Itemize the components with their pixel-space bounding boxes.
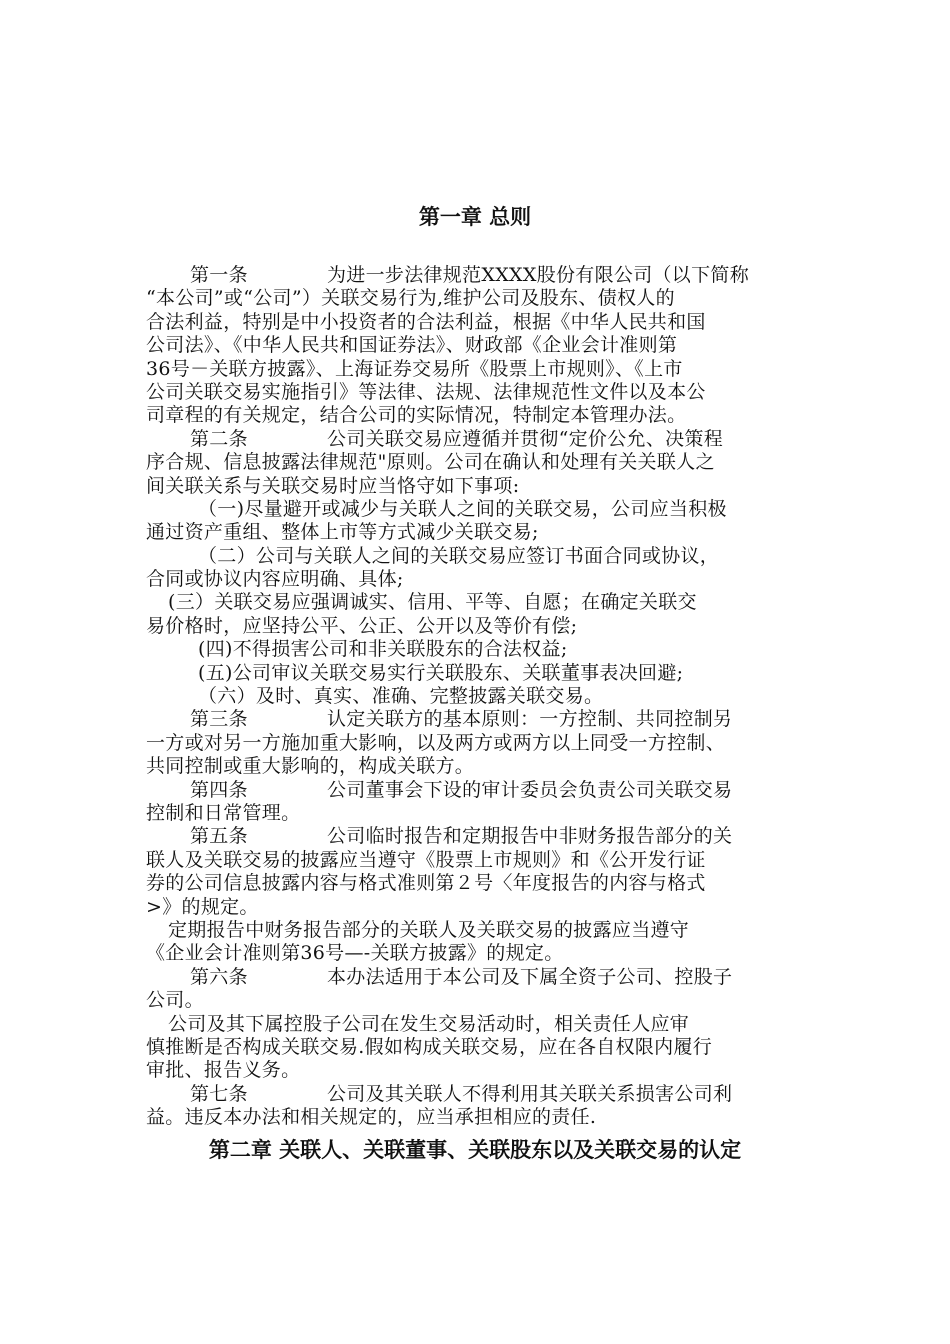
article-label: 第五条 bbox=[190, 825, 248, 848]
text-line: 易价格时，应坚持公平、公正、公开以及等价有偿; bbox=[146, 614, 578, 637]
list-item-2: （二）公司与关联人之间的关联交易应签订书面合同或协议， bbox=[198, 544, 720, 567]
article-1-line bbox=[146, 264, 814, 287]
text-line: 共同控制或重大影响的，构成关联方。 bbox=[146, 755, 475, 778]
article-label: 第四条 bbox=[190, 778, 248, 801]
article-label: 第二条 bbox=[190, 427, 248, 450]
text-line: 《企业会计准则第36号—-关联方披露》的规定。 bbox=[146, 942, 564, 965]
text-line: 合同或协议内容应明确、具体; bbox=[146, 568, 404, 591]
list-item-6: （六）及时、真实、准确、完整披露关联交易。 bbox=[198, 685, 604, 708]
article-label: 第六条 bbox=[190, 965, 248, 988]
article-text: 公司及其关联人不得利用其关联关系损害公司利 bbox=[327, 1082, 733, 1105]
text-line: 益。违反本办法和相关规定的，应当承担相应的责任. bbox=[146, 1106, 597, 1129]
article-7-line bbox=[146, 1083, 814, 1106]
article-text: 公司关联交易应遵循并贯彻“定价公允、决策程 bbox=[327, 427, 724, 450]
text-line: 合法利益，特别是中小投资者的合法利益，根据《中华人民共和国 bbox=[146, 310, 706, 333]
text-line: 36号－关联方披露》、上海证券交易所《股票上市规则》、《上市 bbox=[146, 357, 683, 380]
list-item-3: (三）关联交易应强调诚实、信用、平等、自愿；在确定关联交 bbox=[168, 591, 697, 614]
article-2-line bbox=[146, 428, 814, 451]
chapter-2-title: 第二章 关联人、关联董事、关联股东以及关联交易的认定 bbox=[208, 1138, 742, 1162]
article-4-line bbox=[146, 779, 814, 802]
article-text: 为进一步法律规范XXXX股份有限公司（以下简称 bbox=[327, 264, 750, 286]
text-line: 慎推断是否构成关联交易.假如构成关联交易，应在各自权限内履行 bbox=[146, 1035, 713, 1058]
text-line: “本公司”或“公司”）关联交易行为,维护公司及股东、债权人的 bbox=[146, 287, 675, 310]
article-label: 第七条 bbox=[190, 1082, 248, 1105]
article-text: 本办法适用于本公司及下属全资子公司、控股子 bbox=[327, 965, 733, 988]
article-3-line bbox=[146, 708, 814, 731]
text-line: 间关联关系与关联交易时应当恪守如下事项: bbox=[146, 474, 520, 497]
text-line: 控制和日常管理。 bbox=[146, 801, 301, 824]
text-line: 券的公司信息披露内容与格式准则第２号〈年度报告的内容与格式 bbox=[146, 872, 706, 895]
article-5-line bbox=[146, 825, 814, 848]
article-label: 第三条 bbox=[190, 708, 248, 731]
paragraph-line: 公司及其下属控股子公司在发生交易活动时，相关责任人应审 bbox=[168, 1012, 690, 1035]
list-item-5: (五)公司审议关联交易实行关联股东、关联董事表决回避; bbox=[198, 661, 684, 684]
text-line: 通过资产重组、整体上市等方式减少关联交易; bbox=[146, 521, 539, 544]
text-line: 序合规、信息披露法律规范"原则。公司在确认和处理有关关联人之 bbox=[146, 451, 715, 474]
text-line: 公司。 bbox=[146, 989, 204, 1012]
text-line: 公司关联交易实施指引》等法律、法规、法律规范性文件以及本公 bbox=[146, 380, 706, 403]
article-text: 公司临时报告和定期报告中非财务报告部分的关 bbox=[327, 825, 733, 848]
text-line: >》的规定。 bbox=[146, 895, 259, 918]
list-item-4: (四)不得损害公司和非关联股东的合法权益; bbox=[198, 638, 568, 661]
text-line: 公司法》、《中华人民共和国证券法》、财政部《企业会计准则第 bbox=[146, 334, 678, 357]
article-6-line bbox=[146, 966, 814, 989]
paragraph-line: 定期报告中财务报告部分的关联人及关联交易的披露应当遵守 bbox=[168, 918, 690, 941]
text-line: 审批、报告义务。 bbox=[146, 1059, 301, 1082]
article-label: 第一条 bbox=[190, 264, 248, 286]
text-line: 联人及关联交易的披露应当遵守《股票上市规则》和《公开发行证 bbox=[146, 848, 706, 871]
list-item-1: （一)尽量避开或减少与关联人之间的关联交易，公司应当积极 bbox=[198, 497, 727, 520]
article-text: 公司董事会下设的审计委员会负责公司关联交易 bbox=[327, 778, 733, 801]
text-line: 一方或对另一方施加重大影响，以及两方或两方以上同受一方控制、 bbox=[146, 731, 726, 754]
text-line: 司章程的有关规定，结合公司的实际情况，特制定本管理办法。 bbox=[146, 404, 687, 427]
chapter-1-title: 第一章 总则 bbox=[418, 205, 532, 229]
chapter-1-body bbox=[146, 264, 814, 1129]
article-text: 认定关联方的基本原则：一方控制、共同控制另 bbox=[327, 708, 733, 731]
